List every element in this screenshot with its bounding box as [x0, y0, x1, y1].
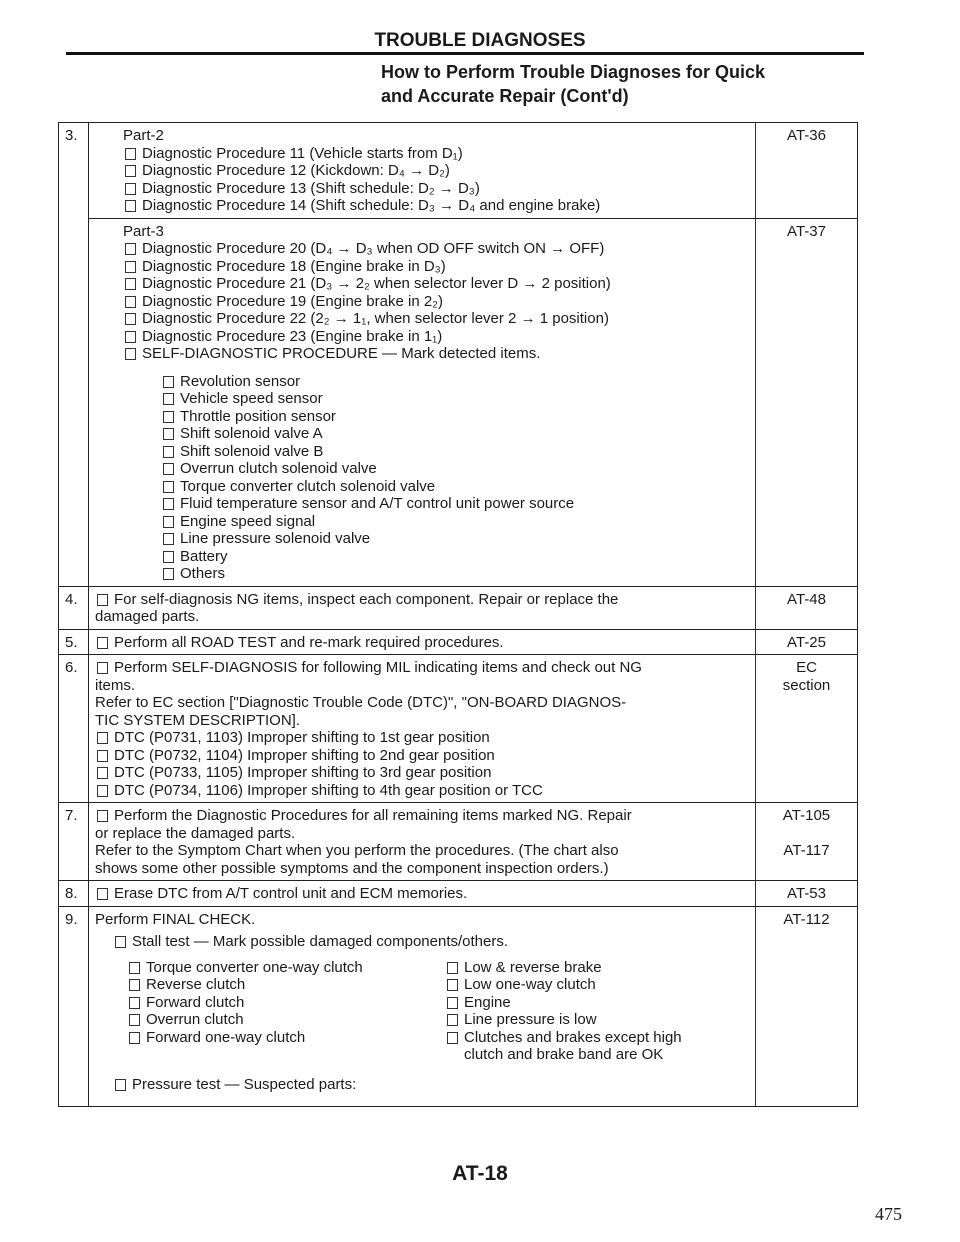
list-item: Forward clutch — [127, 994, 445, 1012]
checkbox-icon — [163, 446, 174, 458]
checkbox-icon — [125, 200, 136, 212]
checkbox-icon — [97, 637, 108, 649]
list-item: DTC (P0733, 1105) Improper shifting to 3rd gear position — [95, 764, 749, 782]
table-row — [59, 586, 858, 629]
step-content — [89, 906, 756, 1107]
list-item: Torque converter one-way clutch — [127, 959, 445, 977]
text-line: damaged parts. — [95, 608, 200, 625]
checkbox-icon — [125, 348, 136, 360]
page-number: 475 — [875, 1204, 902, 1224]
step-number: 5. — [59, 629, 89, 655]
list-item: Low one-way clutch — [445, 976, 682, 994]
component-column-1 — [127, 959, 445, 1064]
step-content — [89, 218, 756, 586]
page-label: AT-18 — [452, 1162, 508, 1185]
list-item: Diagnostic Procedure 18 (Engine brake in D₃) — [95, 258, 749, 276]
reference: AT-37 — [756, 218, 858, 586]
checkbox-icon — [115, 1079, 126, 1091]
checkbox-icon — [447, 1032, 458, 1044]
checkbox-icon — [163, 498, 174, 510]
list-item: Diagnostic Procedure 11 (Vehicle starts from D₁) — [95, 145, 749, 163]
checkbox-icon — [97, 888, 108, 900]
list-item: Throttle position sensor — [95, 408, 749, 426]
step-content — [89, 586, 756, 629]
checkbox-icon — [125, 243, 136, 255]
table-row — [59, 655, 858, 803]
table-row — [59, 123, 858, 219]
list-item: Line pressure is low — [445, 1011, 682, 1029]
list-item: Shift solenoid valve B — [95, 443, 749, 461]
checkbox-icon — [129, 1032, 140, 1044]
checkbox-icon — [125, 183, 136, 195]
checkbox-icon — [163, 533, 174, 545]
list-item: For self-diagnosis NG items, inspect each component. Repair or replace the — [95, 591, 749, 609]
page-title: TROUBLE DIAGNOSES — [374, 30, 586, 51]
checkbox-icon — [163, 551, 174, 563]
reference: AT-53 — [756, 881, 858, 907]
checkbox-icon — [97, 810, 108, 822]
list-item: Engine — [445, 994, 682, 1012]
step-content — [89, 881, 756, 907]
text-line: Refer to the Symptom Chart when you perform the procedures. (The chart also — [95, 842, 619, 859]
table-row — [59, 803, 858, 881]
checkbox-icon — [129, 997, 140, 1009]
step-content — [89, 655, 756, 803]
checkbox-icon — [125, 296, 136, 308]
part-heading: Part-2 — [123, 127, 164, 144]
subtitle-line-1: How to Perform Trouble Diagnoses for Quick — [381, 62, 766, 82]
header-rule — [66, 52, 864, 55]
step-number: 6. — [59, 655, 89, 803]
subtitle-line-2: and Accurate Repair (Cont'd) — [381, 86, 629, 106]
checkbox-icon — [447, 979, 458, 991]
diagnosis-table — [58, 122, 858, 1107]
table-row — [59, 906, 858, 1107]
list-item: DTC (P0731, 1103) Improper shifting to 1st gear position — [95, 729, 749, 747]
checkbox-icon — [129, 979, 140, 991]
reference: AT-36 — [756, 123, 858, 219]
step-number: 3. — [59, 123, 89, 219]
checkbox-icon — [97, 785, 108, 797]
checkbox-icon — [125, 261, 136, 273]
text-line: or replace the damaged parts. — [95, 824, 296, 842]
checkbox-icon — [125, 278, 136, 290]
checkbox-icon — [163, 481, 174, 493]
list-item: Diagnostic Procedure 23 (Engine brake in 1₁) — [95, 328, 749, 346]
section-subtitle — [381, 60, 765, 108]
list-item: Diagnostic Procedure 20 (D₄ → D₃ when OD OFF switch ON → OFF) — [95, 240, 749, 258]
checkbox-icon — [129, 1014, 140, 1026]
list-item: Engine speed signal — [95, 513, 749, 531]
list-item: DTC (P0732, 1104) Improper shifting to 2nd gear position — [95, 747, 749, 765]
checkbox-icon — [447, 997, 458, 1009]
checkbox-icon — [97, 767, 108, 779]
checkbox-icon — [97, 594, 108, 606]
list-item: Stall test — Mark possible damaged components/others. — [95, 933, 749, 951]
checkbox-icon — [125, 165, 136, 177]
table-row — [59, 218, 858, 586]
checkbox-icon — [97, 662, 108, 674]
reference: AT-105 AT-117 — [756, 803, 858, 881]
step-content — [89, 803, 756, 881]
text-line: clutch and brake band are OK — [464, 1046, 664, 1063]
text-line: items. — [95, 676, 136, 694]
list-item: DTC (P0734, 1106) Improper shifting to 4th gear position or TCC — [95, 782, 749, 800]
checkbox-icon — [125, 148, 136, 160]
reference: AT-25 — [756, 629, 858, 655]
list-item: Overrun clutch solenoid valve — [95, 460, 749, 478]
list-item: Perform all ROAD TEST and re-mark required procedures. — [95, 634, 749, 652]
step-number: 9. — [59, 906, 89, 1107]
list-item: Others — [95, 565, 749, 583]
list-item: Revolution sensor — [95, 373, 749, 391]
list-item: Reverse clutch — [127, 976, 445, 994]
reference: EC section — [756, 655, 858, 803]
list-item: Erase DTC from A/T control unit and ECM memories. — [95, 885, 749, 903]
list-item: Torque converter clutch solenoid valve — [95, 478, 749, 496]
text-line: Perform FINAL CHECK. — [95, 910, 256, 928]
part-heading: Part-3 — [123, 222, 164, 240]
checkbox-icon — [115, 936, 126, 948]
checkbox-icon — [447, 962, 458, 974]
checkbox-icon — [163, 376, 174, 388]
checkbox-icon — [163, 393, 174, 405]
checkbox-icon — [97, 732, 108, 744]
step-content — [89, 629, 756, 655]
list-item: Vehicle speed sensor — [95, 390, 749, 408]
list-item: Pressure test — Suspected parts: — [95, 1076, 749, 1094]
list-item: SELF-DIAGNOSTIC PROCEDURE — Mark detected items. — [95, 345, 749, 363]
list-item: Shift solenoid valve A — [95, 425, 749, 443]
checkbox-icon — [97, 750, 108, 762]
checkbox-icon — [129, 962, 140, 974]
list-item: Fluid temperature sensor and A/T control unit power source — [95, 495, 749, 513]
list-item: Perform SELF-DIAGNOSIS for following MIL indicating items and check out NG — [95, 659, 749, 677]
checkbox-icon — [163, 463, 174, 475]
list-item: Clutches and brakes except high — [445, 1029, 682, 1047]
list-item: Forward one-way clutch — [127, 1029, 445, 1047]
list-item: Line pressure solenoid valve — [95, 530, 749, 548]
list-item: Diagnostic Procedure 12 (Kickdown: D₄ → D₂) — [95, 162, 749, 180]
list-item: Diagnostic Procedure 19 (Engine brake in 2₂) — [95, 293, 749, 311]
text-line: TIC SYSTEM DESCRIPTION]. — [95, 711, 301, 729]
list-item: Diagnostic Procedure 22 (2₂ → 1₁, when selector lever 2 → 1 position) — [95, 310, 749, 328]
step-number: 4. — [59, 586, 89, 629]
checkbox-icon — [447, 1014, 458, 1026]
list-item: Overrun clutch — [127, 1011, 445, 1029]
checkbox-icon — [163, 428, 174, 440]
component-columns — [95, 959, 749, 1064]
list-item: Low & reverse brake — [445, 959, 682, 977]
step-number: 7. — [59, 803, 89, 881]
checkbox-icon — [163, 568, 174, 580]
checkbox-icon — [163, 411, 174, 423]
checkbox-icon — [125, 313, 136, 325]
list-item: Diagnostic Procedure 14 (Shift schedule: D₃ → D₄ and engine brake) — [95, 197, 749, 215]
step-content — [89, 123, 756, 219]
step-number — [59, 218, 89, 586]
text-line: shows some other possible symptoms and the component inspection orders.) — [95, 859, 609, 877]
step-number: 8. — [59, 881, 89, 907]
list-item: Perform the Diagnostic Procedures for all remaining items marked NG. Repair — [95, 807, 749, 825]
checkbox-icon — [125, 331, 136, 343]
checkbox-icon — [163, 516, 174, 528]
reference: AT-112 — [756, 906, 858, 1107]
table-row — [59, 629, 858, 655]
list-item: Battery — [95, 548, 749, 566]
list-item: Diagnostic Procedure 13 (Shift schedule: D₂ → D₃) — [95, 180, 749, 198]
text-line: Refer to EC section ["Diagnostic Trouble Code (DTC)", "ON-BOARD DIAGNOS- — [95, 694, 627, 711]
list-item: Diagnostic Procedure 21 (D₃ → 2₂ when selector lever D → 2 position) — [95, 275, 749, 293]
reference: AT-48 — [756, 586, 858, 629]
table-row — [59, 881, 858, 907]
component-column-2 — [445, 959, 682, 1064]
